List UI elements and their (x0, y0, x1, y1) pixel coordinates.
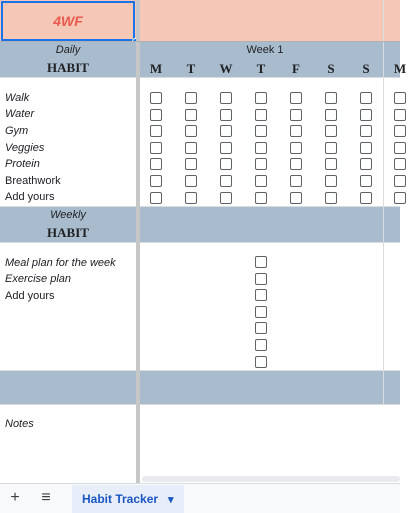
habit-checkbox[interactable] (394, 109, 406, 121)
habit-checkbox[interactable] (360, 125, 372, 137)
sheet-title: 4WF (53, 13, 83, 29)
habit-checkbox[interactable] (360, 109, 372, 121)
habit-checkbox[interactable] (325, 192, 337, 204)
daily-habit-water: Water (5, 108, 35, 120)
weekly-habit-add-yours: Add yours (5, 290, 55, 302)
habit-checkbox[interactable] (150, 158, 162, 170)
habit-checkbox[interactable] (394, 175, 406, 187)
habit-checkbox[interactable] (150, 142, 162, 154)
horizontal-scrollbar[interactable] (142, 476, 400, 482)
day-header-sat: S (327, 61, 335, 76)
habit-checkbox[interactable] (220, 175, 232, 187)
section-divider-band (0, 370, 400, 404)
habit-checkbox[interactable] (185, 142, 197, 154)
weekly-habit-checkbox[interactable] (255, 356, 267, 368)
weekly-habit-header: HABIT (47, 225, 89, 240)
habit-checkbox[interactable] (290, 175, 302, 187)
habit-checkbox[interactable] (185, 125, 197, 137)
habit-checkbox[interactable] (185, 175, 197, 187)
habit-checkbox[interactable] (255, 175, 267, 187)
week-label: Week 1 (246, 44, 284, 56)
daily-habit-protein: Protein (5, 158, 40, 170)
all-sheets-button[interactable] (35, 487, 57, 509)
habit-checkbox[interactable] (325, 92, 337, 104)
habit-checkbox[interactable] (290, 192, 302, 204)
habit-checkbox[interactable] (325, 109, 337, 121)
chevron-down-icon[interactable]: ▾ (168, 493, 174, 506)
add-sheet-button[interactable] (5, 487, 25, 509)
horizontal-gridline (0, 370, 400, 371)
habit-checkbox[interactable] (325, 125, 337, 137)
habit-checkbox[interactable] (255, 109, 267, 121)
weekly-habit-exercise-plan: Exercise plan (5, 273, 72, 285)
daily-habit-breathwork: Breathwork (5, 175, 61, 187)
sheet-tab-habit-tracker[interactable] (72, 485, 184, 513)
day-header-fri: F (292, 61, 300, 76)
weekly-habit-meal-plan: Meal plan for the week (5, 257, 116, 269)
habit-checkbox[interactable] (290, 125, 302, 137)
habit-checkbox[interactable] (394, 158, 406, 170)
habit-checkbox[interactable] (290, 142, 302, 154)
habit-checkbox[interactable] (185, 109, 197, 121)
habit-checkbox[interactable] (255, 125, 267, 137)
habit-checkbox[interactable] (394, 125, 406, 137)
habit-checkbox[interactable] (255, 142, 267, 154)
weekly-label: Weekly (50, 209, 86, 221)
daily-habit-add-yours: Add yours (5, 191, 55, 203)
habit-checkbox[interactable] (185, 158, 197, 170)
weekly-habit-checkbox[interactable] (255, 306, 267, 318)
habit-checkbox[interactable] (255, 192, 267, 204)
habit-checkbox[interactable] (220, 142, 232, 154)
habit-checkbox[interactable] (360, 175, 372, 187)
habit-checkbox[interactable] (325, 142, 337, 154)
habit-checkbox[interactable] (360, 142, 372, 154)
daily-habit-walk: Walk (5, 92, 30, 104)
notes-label: Notes (5, 418, 34, 430)
weekly-habit-checkbox[interactable] (255, 339, 267, 351)
habit-checkbox[interactable] (290, 109, 302, 121)
habit-checkbox[interactable] (150, 125, 162, 137)
habit-checkbox[interactable] (220, 158, 232, 170)
day-header-wed: W (219, 61, 233, 76)
frozen-column-divider[interactable] (136, 0, 140, 483)
day-header-thu: T (256, 61, 266, 76)
habit-checkbox[interactable] (394, 142, 406, 154)
plus-icon: + (10, 489, 20, 506)
day-header-tue: T (186, 61, 196, 76)
habit-checkbox[interactable] (325, 175, 337, 187)
habit-checkbox[interactable] (150, 175, 162, 187)
habit-checkbox[interactable] (220, 109, 232, 121)
vertical-gridline (383, 0, 384, 404)
horizontal-gridline (0, 77, 400, 78)
habit-checkbox[interactable] (220, 92, 232, 104)
sheet-tab-label: Habit Tracker (82, 492, 159, 506)
habit-checkbox[interactable] (255, 158, 267, 170)
weekly-habit-checkbox[interactable] (255, 322, 267, 334)
habit-checkbox[interactable] (220, 192, 232, 204)
menu-lines-icon: ≡ (41, 489, 51, 506)
weekly-habit-checkbox[interactable] (255, 273, 267, 285)
daily-label: Daily (55, 44, 81, 56)
day-header-mon-next: M (393, 61, 407, 76)
habit-checkbox[interactable] (290, 92, 302, 104)
habit-checkbox[interactable] (150, 92, 162, 104)
weekly-habit-checkbox[interactable] (255, 289, 267, 301)
day-header-mon: M (149, 61, 163, 76)
habit-checkbox[interactable] (360, 158, 372, 170)
daily-habit-gym: Gym (5, 125, 29, 137)
horizontal-gridline (0, 206, 400, 207)
habit-checkbox[interactable] (255, 92, 267, 104)
daily-habit-header: HABIT (47, 60, 89, 75)
habit-checkbox[interactable] (394, 192, 406, 204)
horizontal-gridline (0, 242, 400, 243)
habit-checkbox[interactable] (290, 158, 302, 170)
habit-checkbox[interactable] (360, 92, 372, 104)
habit-checkbox[interactable] (394, 92, 406, 104)
frozen-row-divider (0, 41, 400, 42)
habit-checkbox[interactable] (185, 192, 197, 204)
habit-checkbox[interactable] (360, 192, 372, 204)
sheet-tab-bar (0, 483, 400, 513)
selected-cell-title[interactable] (1, 1, 135, 41)
habit-checkbox[interactable] (150, 192, 162, 204)
habit-checkbox[interactable] (220, 125, 232, 137)
daily-habit-veggies: Veggies (5, 142, 45, 154)
day-header-sun: S (362, 61, 370, 76)
horizontal-gridline (0, 404, 400, 405)
habit-checkbox[interactable] (185, 92, 197, 104)
weekly-habit-checkbox[interactable] (255, 256, 267, 268)
habit-checkbox[interactable] (150, 109, 162, 121)
habit-checkbox[interactable] (325, 158, 337, 170)
